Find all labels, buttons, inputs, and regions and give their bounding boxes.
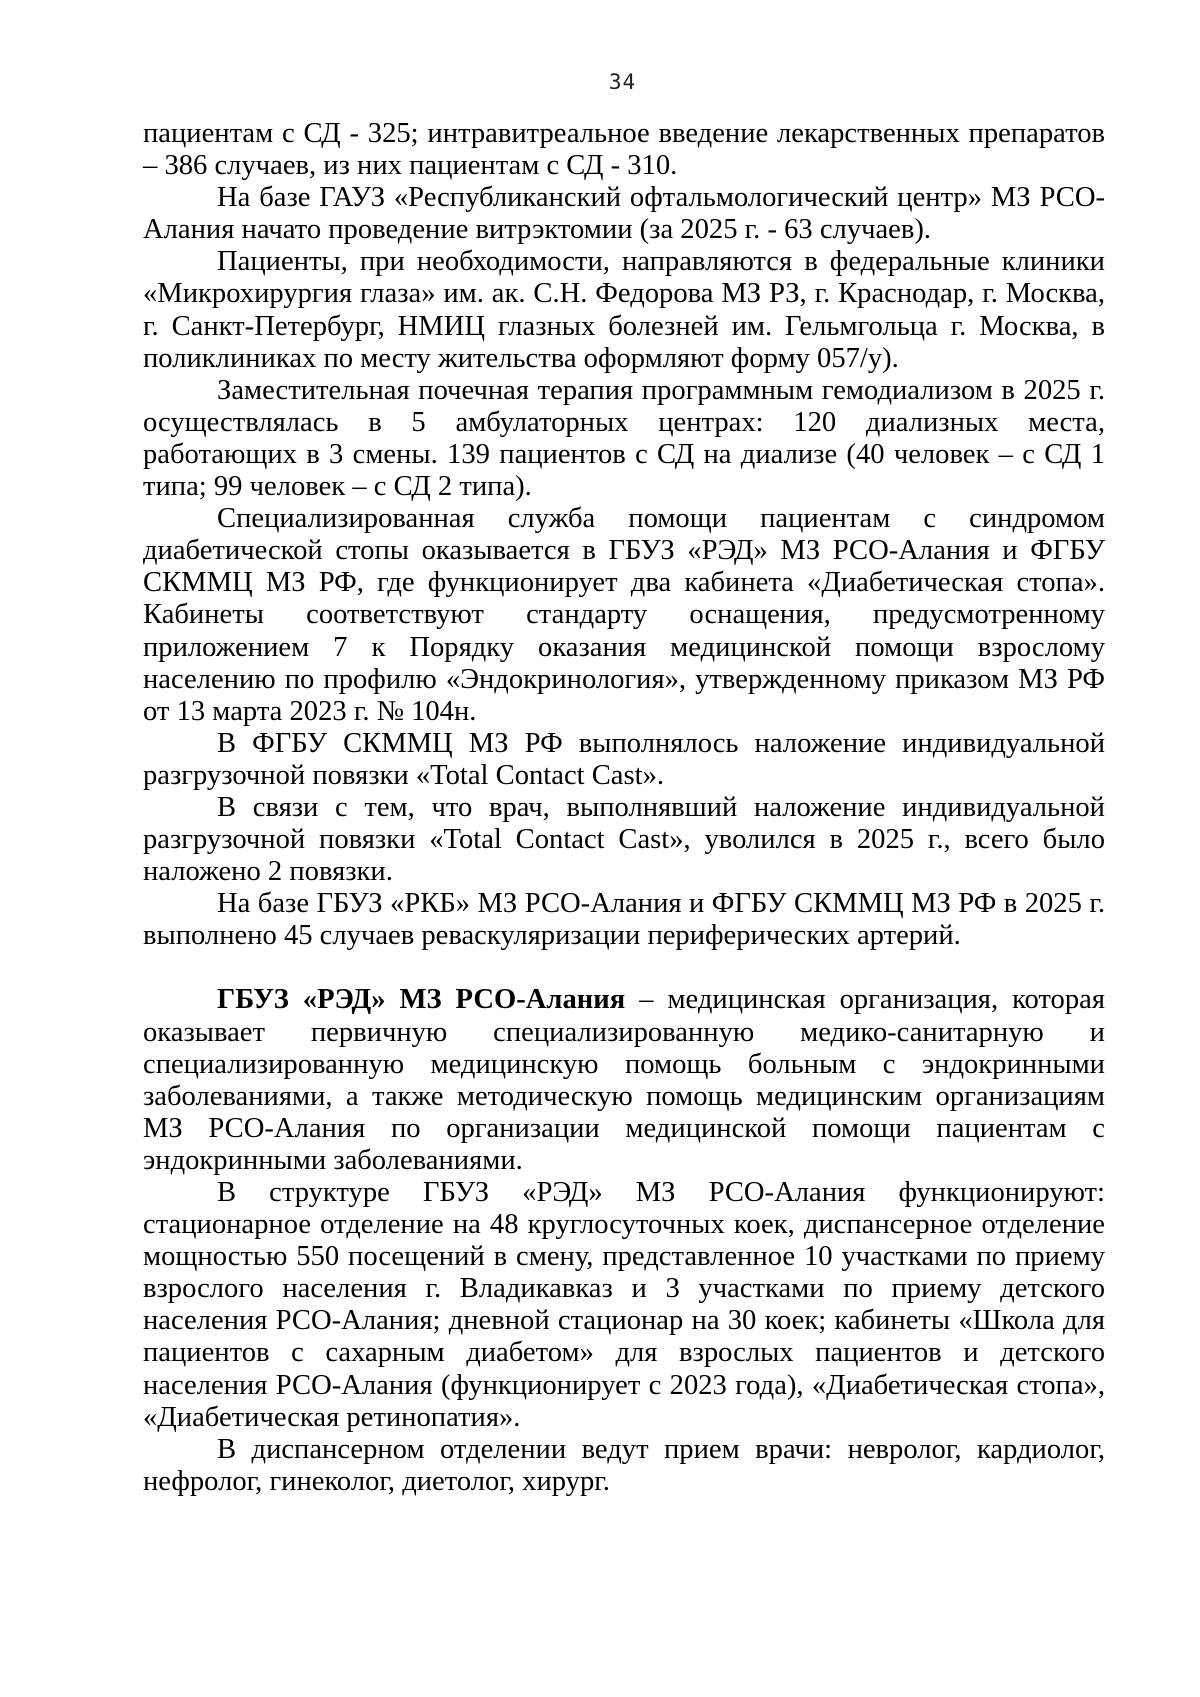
paragraph: пациентам с СД - 325; интравитреальное введение лекарственных препаратов – 386 случаев, из них пациентам с СД - 310. [143,118,1105,182]
paragraph-text: – медицинская организация, которая оказывает первичную специализированную медико-санитарную и специализированную медицинскую помощь больным с эндокринными заболеваниями, а также методическую помощь медицинским организациям МЗ РСО-Алания по организации медицинской помощи пациентам с эндокринными заболеваниями. [143,984,1105,1176]
paragraph: В связи с тем, что врач, выполнявший наложение индивидуальной разгрузочной повязки «Total Contact Cast», уволился в 2025 г., всего было наложено 2 повязки. [143,791,1105,888]
document-body [143,118,1105,1498]
paragraph: Специализированная служба помощи пациентам с синдромом диабетической стопы оказывается в ГБУЗ «РЭД» МЗ РСО-Алания и ФГБУ СКММЦ МЗ РФ, где функционирует два кабинета «Диабетическая стопа». Кабинеты соответствуют стандарту оснащения, предусмотренному приложением 7 к Порядку оказания медицинской помощи взрослому населению по профилю «Эндокринология», утвержденному приказом МЗ РФ от 13 марта 2023 г. № 104н. [143,503,1105,727]
organization-name: ГБУЗ «РЭД» МЗ РСО-Алания [217,984,626,1016]
paragraph: Заместительная почечная терапия программным гемодиализом в 2025 г. осуществлялась в 5 амбулаторных центрах: 120 диализных места, работающих в 3 смены. 139 пациентов с СД на диализе (40 человек – с СД 1 типа; 99 человек – с СД 2 типа). [143,374,1105,503]
paragraph-spacer [143,952,1105,984]
paragraph: В диспансерном отделении ведут прием врачи: невролог, кардиолог, нефролог, гинеколог, диетолог, хирург. [143,1433,1105,1497]
paragraph: На базе ГАУЗ «Республиканский офтальмологический центр» МЗ РСО-Алания начато проведение витрэктомии (за 2025 г. - 63 случаев). [143,182,1105,246]
paragraph: В структуре ГБУЗ «РЭД» МЗ РСО-Алания функционируют: стационарное отделение на 48 круглосуточных коек, диспансерное отделение мощностью 550 посещений в смену, представленное 10 участками по приему взрослого населения г. Владикавказ и 3 участками по приему детского населения РСО-Алания; дневной стационар на 30 коек; кабинеты «Школа для пациентов с сахарным диабетом» для взрослых пациентов и детского населения РСО-Алания (функционирует с 2023 года), «Диабетическая стопа», «Диабетическая ретинопатия». [143,1177,1105,1433]
paragraph: На базе ГБУЗ «РКБ» МЗ РСО-Алания и ФГБУ СКММЦ МЗ РФ в 2025 г. выполнено 45 случаев реваскуляризации периферических артерий. [143,888,1105,952]
paragraph: В ФГБУ СКММЦ МЗ РФ выполнялось наложение индивидуальной разгрузочной повязки «Total Contact Cast». [143,727,1105,791]
page-number: 34 [608,70,637,94]
paragraph: Пациенты, при необходимости, направляются в федеральные клиники «Микрохирургия глаза» им. ак. С.Н. Федорова МЗ РЗ, г. Краснодар, г. Москва, г. Санкт-Петербург, НМИЦ глазных болезней им. Гельмгольца г. Москва, в поликлиниках по месту жительства оформляют форму 057/у). [143,246,1105,374]
paragraph [143,984,1105,1177]
